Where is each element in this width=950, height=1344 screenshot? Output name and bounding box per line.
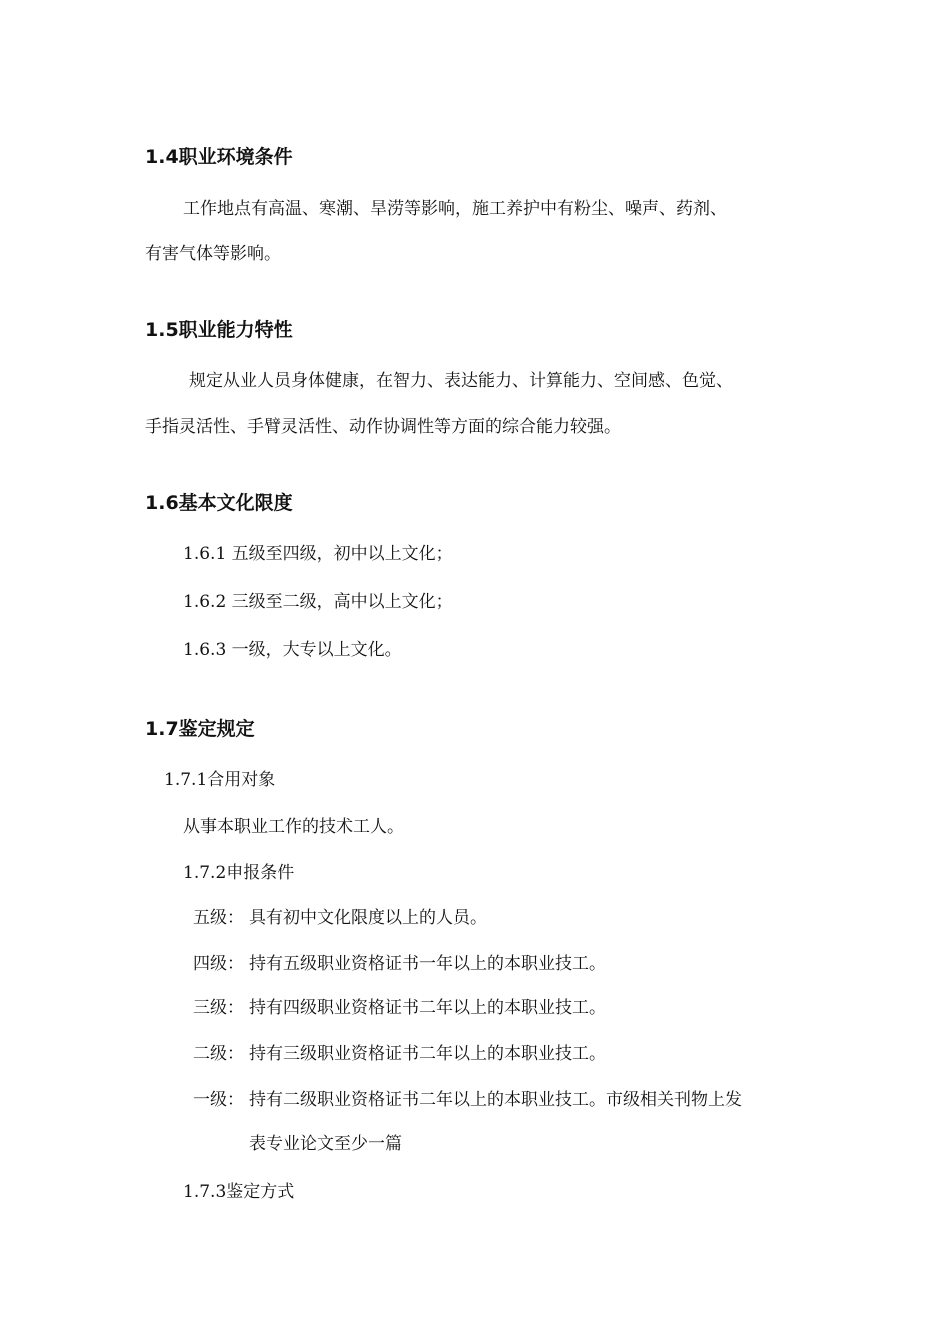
paragraph-1-4-line2: 有害气体等影响。: [145, 244, 281, 264]
heading-1-6: 1.6基本文化限度: [145, 492, 293, 514]
level-label: 五级：: [193, 908, 244, 928]
list-item: 1.6.3 一级，大专以上文化。: [183, 640, 402, 660]
level-label: 四级：: [193, 954, 244, 974]
level-text: 具有初中文化限度以上的人员。: [249, 908, 487, 928]
level-label: 三级：: [193, 998, 244, 1018]
subheading-1-7-3: 1.7.3鉴定方式: [183, 1182, 295, 1202]
paragraph-1-7-1: 从事本职业工作的技术工人。: [183, 817, 404, 837]
level-label: 一级：: [193, 1090, 244, 1110]
paragraph-1-5-line2: 手指灵活性、手臂灵活性、动作协调性等方面的综合能力较强。: [145, 417, 621, 437]
level-text: 持有四级职业资格证书二年以上的本职业技工。: [249, 998, 606, 1018]
level-text: 持有二级职业资格证书二年以上的本职业技工。市级相关刊物上发: [249, 1090, 742, 1110]
heading-1-4: 1.4职业环境条件: [145, 146, 293, 168]
heading-1-5: 1.5职业能力特性: [145, 319, 293, 341]
level-text-continued: 表专业论文至少一篇: [249, 1134, 402, 1154]
level-text: 持有五级职业资格证书一年以上的本职业技工。: [249, 954, 606, 974]
heading-1-7: 1.7鉴定规定: [145, 718, 255, 740]
level-label: 二级：: [193, 1044, 244, 1064]
paragraph-1-5-line1: 规定从业人员身体健康，在智力、表达能力、计算能力、空间感、色觉、: [189, 371, 733, 391]
paragraph-1-4-line1: 工作地点有高温、寒潮、旱涝等影响，施工养护中有粉尘、噪声、药剂、: [183, 199, 727, 219]
list-item: 1.6.2 三级至二级，高中以上文化；: [183, 592, 453, 612]
subheading-1-7-1: 1.7.1合用对象: [164, 770, 276, 790]
level-text: 持有三级职业资格证书二年以上的本职业技工。: [249, 1044, 606, 1064]
list-item: 1.6.1 五级至四级，初中以上文化；: [183, 544, 453, 564]
subheading-1-7-2: 1.7.2申报条件: [183, 863, 295, 883]
